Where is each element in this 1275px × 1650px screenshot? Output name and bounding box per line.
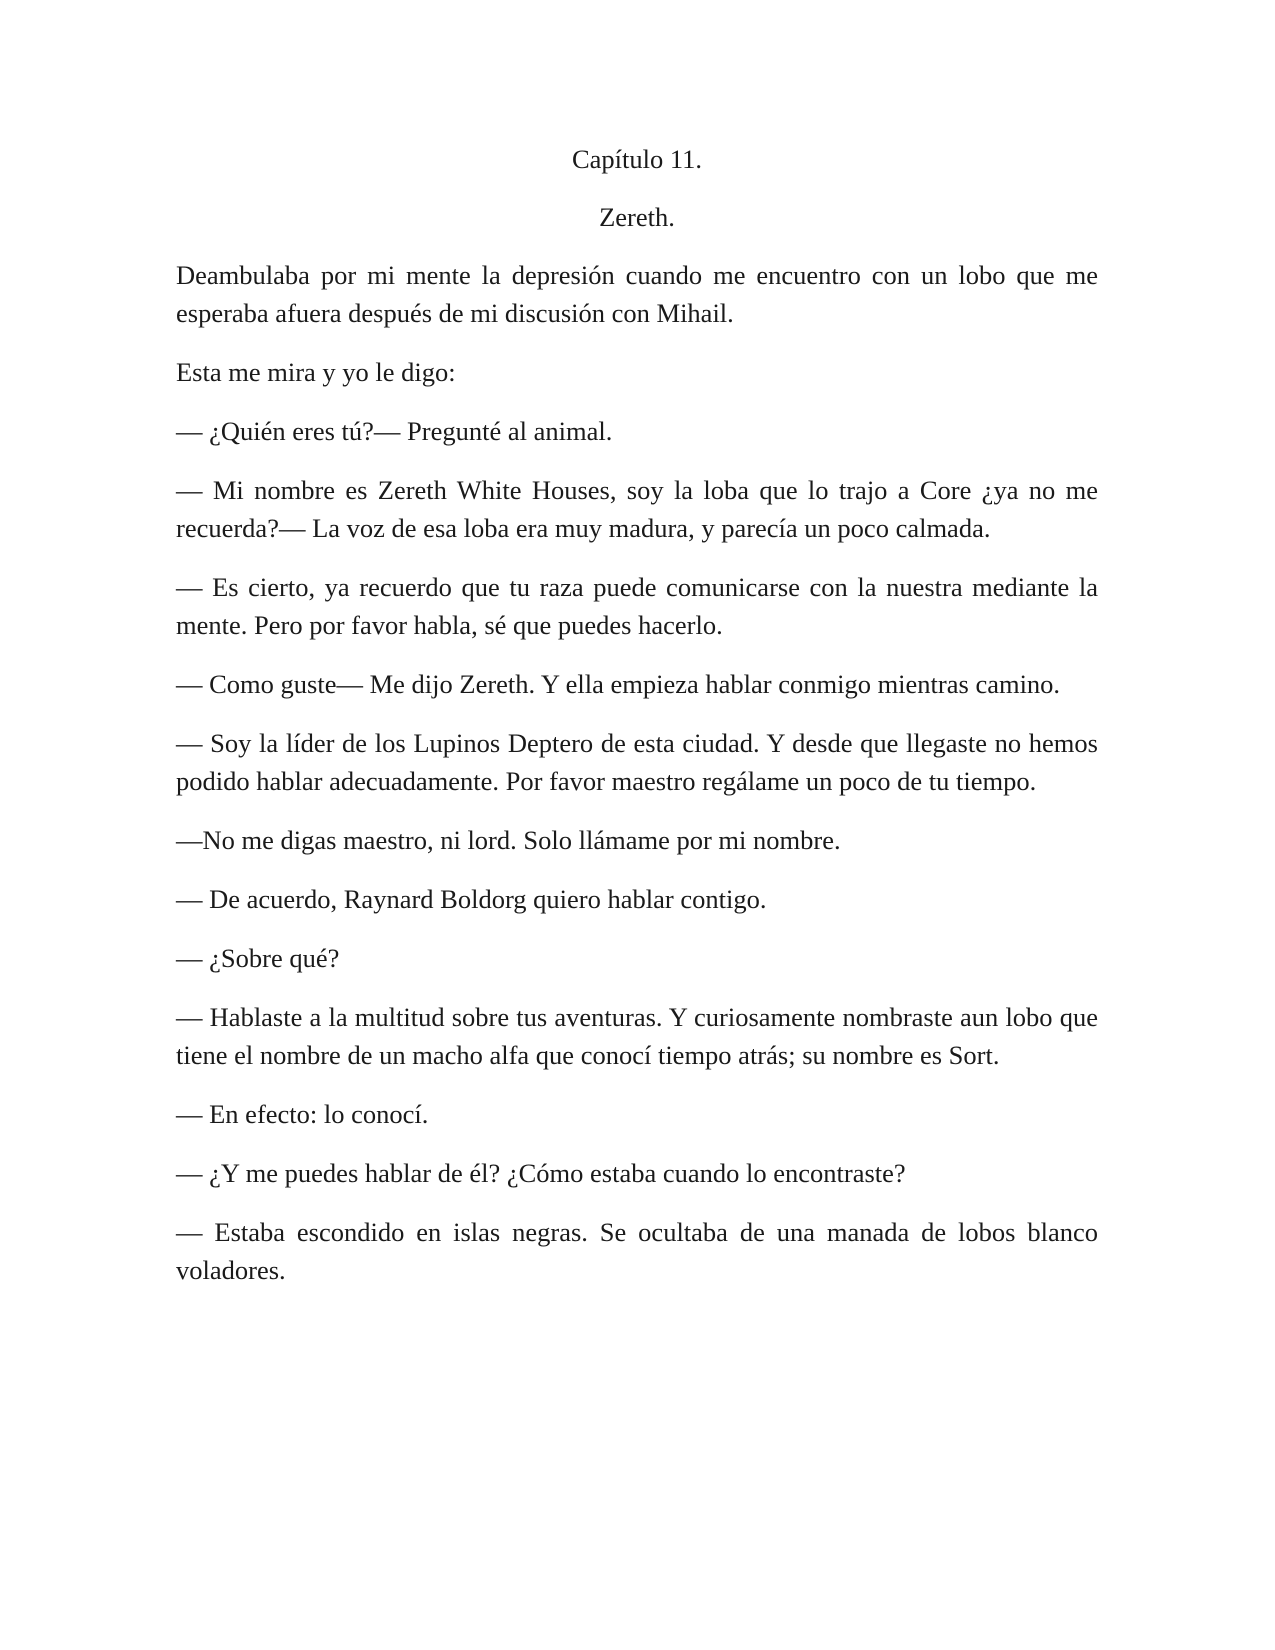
paragraph: — Soy la líder de los Lupinos Deptero de esta ciudad. Y desde que llegaste no hemos podido hablar adecuadamente. Por favor maestro regálame un poco de tu tiempo. [176,728,1098,796]
paragraph: — Hablaste a la multitud sobre tus aventuras. Y curiosamente nombraste aun lobo que tiene el nombre de un macho alfa que conocí tiempo atrás; su nombre es Sort. [176,1002,1098,1070]
paragraph: Deambulaba por mi mente la depresión cuando me encuentro con un lobo que me esperaba afuera después de mi discusión con Mihail. [176,260,1098,328]
paragraph: — Como guste— Me dijo Zereth. Y ella empieza hablar conmigo mientras camino. [176,669,1061,699]
paragraph: — ¿Y me puedes hablar de él? ¿Cómo estaba cuando lo encontraste? [176,1158,906,1188]
paragraph: — De acuerdo, Raynard Boldorg quiero hablar contigo. [176,884,767,914]
paragraph: — ¿Sobre qué? [176,943,340,973]
paragraph: —No me digas maestro, ni lord. Solo llámame por mi nombre. [176,825,841,855]
paragraph: — ¿Quién eres tú?— Pregunté al animal. [176,416,613,446]
paragraph: — En efecto: lo conocí. [176,1099,429,1129]
chapter-subtitle: Zereth. [599,202,675,232]
paragraph: — Es cierto, ya recuerdo que tu raza puede comunicarse con la nuestra mediante la mente. Pero por favor habla, sé que puedes hacerlo. [176,572,1098,640]
chapter-title: Capítulo 11. [571,144,703,174]
paragraph: Esta me mira y yo le digo: [176,357,456,387]
page-content [176,140,1098,1310]
paragraph: — Estaba escondido en islas negras. Se ocultaba de una manada de lobos blanco voladores. [176,1217,1098,1285]
paragraph: — Mi nombre es Zereth White Houses, soy la loba que lo trajo a Core ¿ya no me recuerda?— La voz de esa loba era muy madura, y parecía un poco calmada. [176,475,1098,543]
